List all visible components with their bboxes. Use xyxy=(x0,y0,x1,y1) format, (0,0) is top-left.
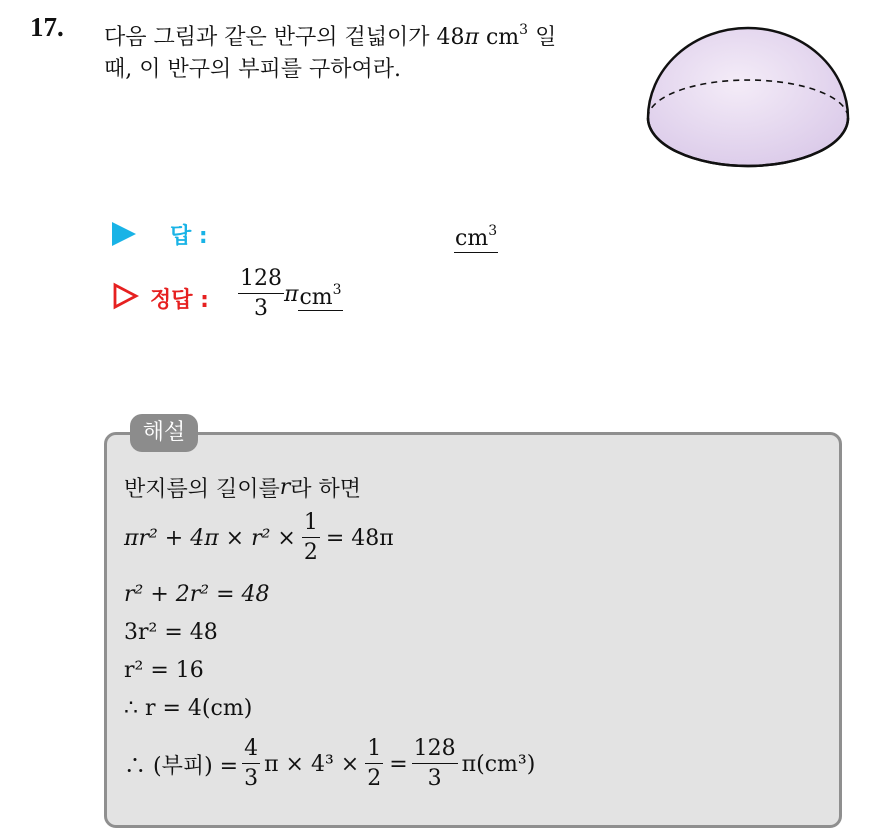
correct-unit xyxy=(298,278,342,311)
answer-unit-text: cm xyxy=(455,226,489,251)
solution-line-4: 3r² = 48 xyxy=(124,620,218,645)
solution-text: 라 하면 xyxy=(290,477,362,502)
solution-line-2 xyxy=(124,512,394,564)
fraction-denominator: 3 xyxy=(244,766,259,791)
fraction-half xyxy=(365,738,383,790)
hemisphere-figure xyxy=(640,22,856,172)
radius-variable: r xyxy=(279,475,291,500)
answer-unit-exponent: 3 xyxy=(488,223,498,239)
pi-symbol: π xyxy=(464,25,479,50)
fraction-half xyxy=(302,512,320,564)
unit-exponent: 3 xyxy=(519,22,529,38)
correct-fraction xyxy=(238,268,284,320)
equation-part: π(cm³) xyxy=(461,751,536,777)
solution-line-6: ∴ r = 4(cm) xyxy=(124,696,253,721)
fraction-four-thirds xyxy=(242,738,260,790)
correct-pi: π xyxy=(284,281,299,307)
correct-arrow-icon xyxy=(112,282,140,310)
answer-unit[interactable] xyxy=(454,218,498,253)
fraction-denominator: 2 xyxy=(303,540,318,565)
equation-part: πr² + 4π × r² × xyxy=(124,525,296,551)
correct-unit-exponent: 3 xyxy=(332,281,342,298)
question-text-1: 다음 그림과 같은 반구의 겉넓이가 48 xyxy=(104,25,465,50)
question-line-1 xyxy=(104,16,556,52)
equation-part: = 48π xyxy=(325,525,394,551)
solution-tag: 해설 xyxy=(130,414,198,452)
question-text-suffix: 일 xyxy=(528,25,557,50)
answer-label: 답 : xyxy=(170,224,208,249)
solution-line-3: r² + 2r² = 48 xyxy=(124,582,270,607)
fraction-result xyxy=(412,738,458,790)
equation-part: = xyxy=(389,751,408,777)
correct-denominator: 3 xyxy=(254,296,268,321)
solution-text: 반지름의 길이를 xyxy=(124,477,280,502)
equation-part: ∴ (부피) = xyxy=(124,753,239,779)
solution-line-5: r² = 16 xyxy=(124,658,204,683)
fraction-numerator: 1 xyxy=(365,738,383,764)
solution-line-1 xyxy=(124,472,361,503)
fraction-denominator: 2 xyxy=(367,766,382,791)
solution-line-7 xyxy=(124,738,535,790)
fraction-numerator: 1 xyxy=(302,512,320,538)
fraction-numerator: 4 xyxy=(242,738,260,764)
unit-cm: cm xyxy=(485,25,520,50)
correct-numerator: 128 xyxy=(238,268,284,294)
correct-label: 정답 : xyxy=(150,288,209,313)
equation-part: π × 4³ × xyxy=(264,751,360,777)
question-number: 17. xyxy=(30,12,64,42)
answer-arrow-icon xyxy=(112,222,136,246)
fraction-numerator: 128 xyxy=(412,738,458,764)
correct-answer-value xyxy=(238,268,343,320)
fraction-denominator: 3 xyxy=(427,766,442,791)
correct-unit-text: cm xyxy=(299,284,333,310)
hemisphere-dome xyxy=(648,28,848,166)
question-line-2: 때, 이 반구의 부피를 구하여라. xyxy=(104,57,401,82)
